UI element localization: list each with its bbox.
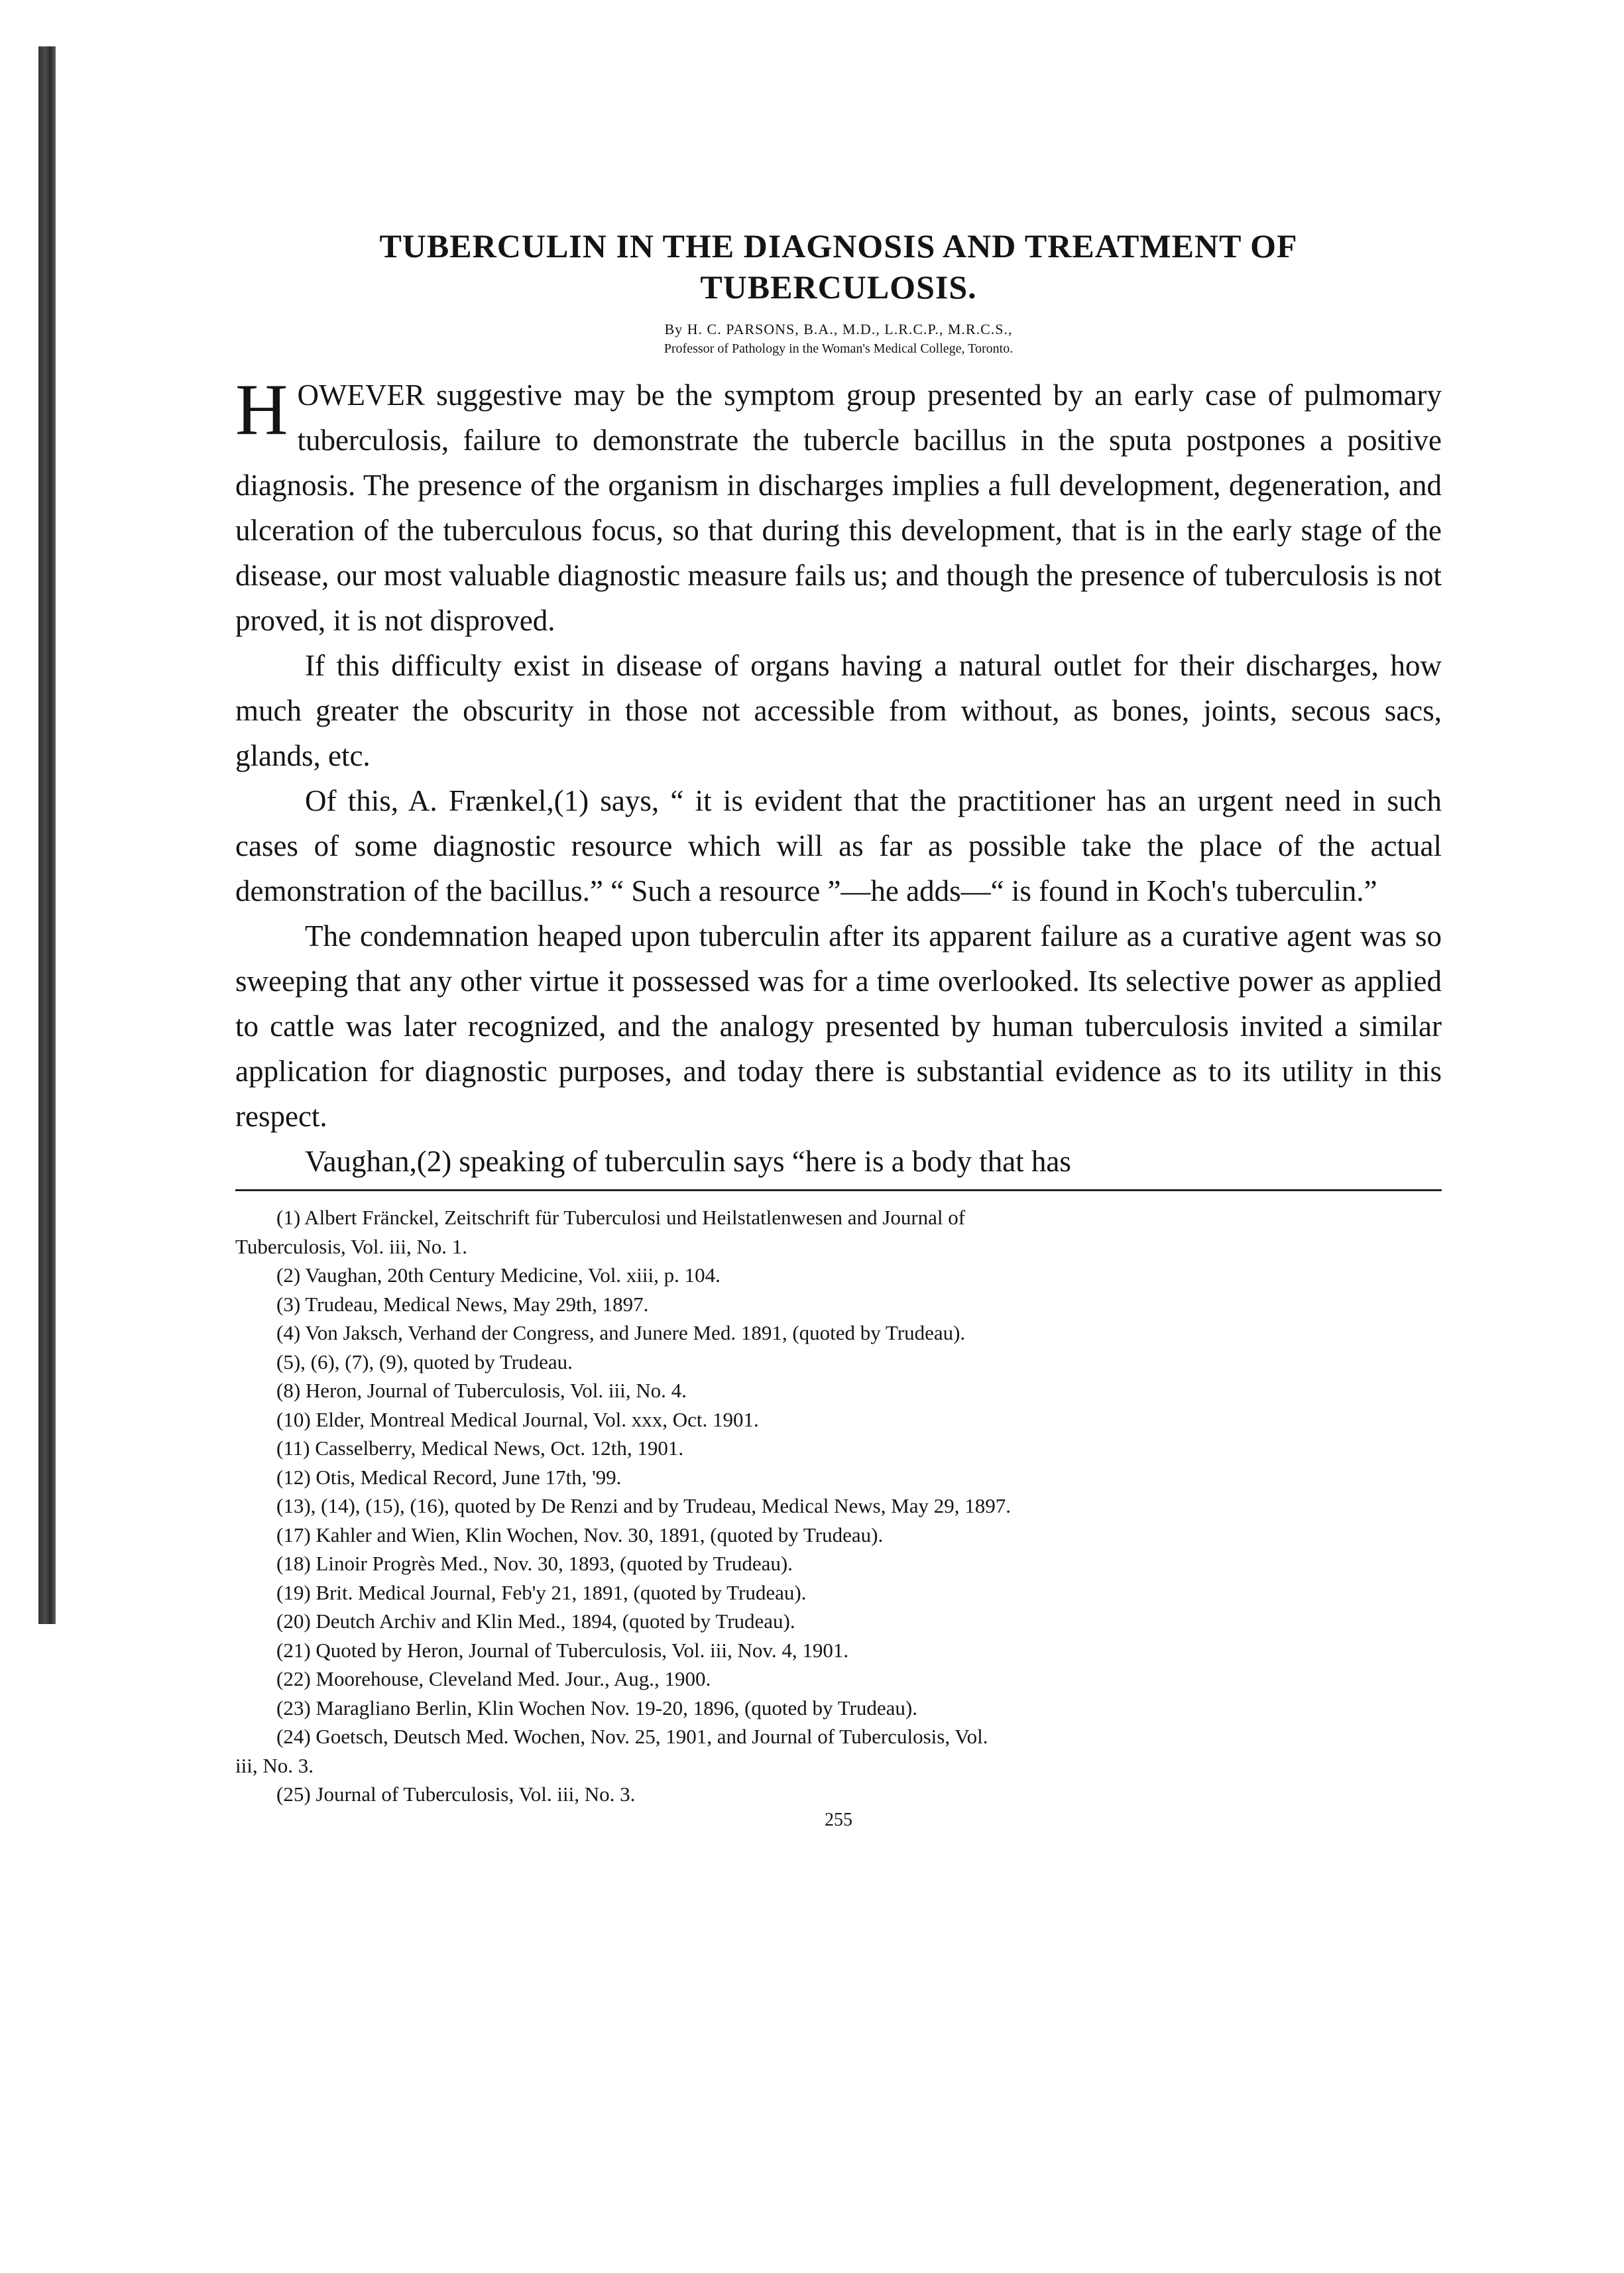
article-title: [235, 225, 1442, 308]
footnote-line: (25) Journal of Tuberculosis, Vol. iii, No. 3.: [276, 1782, 636, 1806]
footnote-line: (21) Quoted by Heron, Journal of Tuberculosis, Vol. iii, Nov. 4, 1901.: [276, 1638, 849, 1662]
drop-cap: H: [235, 369, 288, 450]
footnote-line: (10) Elder, Montreal Medical Journal, Vol. xxx, Oct. 1901.: [276, 1407, 759, 1431]
footnote-line: (5), (6), (7), (9), quoted by Trudeau.: [276, 1350, 573, 1373]
footnote-line: (20) Deutch Archiv and Klin Med., 1894, (quoted by Trudeau).: [276, 1609, 795, 1633]
footnote-line: (17) Kahler and Wien, Klin Wochen, Nov. 30, 1891, (quoted by Trudeau).: [276, 1523, 884, 1546]
footnote-line: (24) Goetsch, Deutsch Med. Wochen, Nov. 25, 1901, and Journal of Tuberculosis, Vol.: [276, 1725, 988, 1748]
title-line-1: TUBERCULIN IN THE DIAGNOSIS AND TREATMENT OF: [379, 227, 1298, 264]
binding-edge: [38, 46, 56, 1624]
page-content: [235, 225, 1442, 1830]
footnotes: [235, 1203, 1442, 1809]
footnote-line: iii, No. 3.: [235, 1753, 314, 1777]
footnote-line: (18) Linoir Progrès Med., Nov. 30, 1893, (quoted by Trudeau).: [276, 1552, 793, 1575]
article-body: [235, 369, 1442, 1184]
title-line-2: TUBERCULOSIS.: [700, 268, 977, 306]
footnote-line: (23) Maragliano Berlin, Klin Wochen Nov. 19-20, 1896, (quoted by Trudeau).: [276, 1696, 917, 1719]
author-affiliation: Professor of Pathology in the Woman's Medical College, Toronto.: [664, 341, 1014, 356]
footnote-rule: [235, 1189, 1442, 1191]
paragraph-5: Vaughan,(2) speaking of tuberculin says “here is a body that has: [305, 1145, 1071, 1178]
footnote-line: (3) Trudeau, Medical News, May 29th, 1897.: [276, 1292, 649, 1316]
footnote-line: (12) Otis, Medical Record, June 17th, '99.: [276, 1465, 622, 1489]
author-byline: By H. C. PARSONS, B.A., M.D., L.R.C.P., M.R.C.S.,: [664, 321, 1013, 337]
footnote-line: (2) Vaughan, 20th Century Medicine, Vol. xiii, p. 104.: [276, 1263, 721, 1287]
footnote-line: (11) Casselberry, Medical News, Oct. 12th, 1901.: [276, 1436, 684, 1460]
footnote-line: (8) Heron, Journal of Tuberculosis, Vol. iii, No. 4.: [276, 1379, 687, 1402]
footnote-line: (19) Brit. Medical Journal, Feb'y 21, 1891, (quoted by Trudeau).: [276, 1580, 807, 1604]
page-number: 255: [825, 1809, 852, 1830]
paragraph-4: The condemnation heaped upon tuberculin after its apparent failure as a curative agent was so sweeping that any other virtue it possessed was for a time overlooked. Its selective power as applied to cattle was later recognized, and the analogy presented by human tuberculosis invited a similar application for diagnostic purposes, and today there is substantial evidence as to its utility in this respect.: [235, 919, 1442, 1133]
footnote-line: (13), (14), (15), (16), quoted by De Renzi and by Trudeau, Medical News, May 29, 1897.: [276, 1494, 1012, 1517]
footnote-line: (22) Moorehouse, Cleveland Med. Jour., Aug., 1900.: [276, 1667, 711, 1690]
footnote-line: (4) Von Jaksch, Verhand der Congress, and Junere Med. 1891, (quoted by Trudeau).: [276, 1321, 966, 1344]
footnote-line: Tuberculosis, Vol. iii, No. 1.: [235, 1234, 467, 1258]
paragraph-1: [235, 369, 1442, 643]
paragraph-3: Of this, A. Frænkel,(1) says, “ it is evident that the practitioner has an urgent need in such cases of some diagnostic resource which will as far as possible take the place of the actual demonstration of the bacillus.” “ Such a resource ”—he adds—“ is found in Koch's tuberculin.”: [235, 784, 1442, 907]
paragraph-1-text: OWEVER suggestive may be the symptom group presented by an early case of pulmomary tuberculosis, failure to demonstrate the tubercle bacillus in the sputa postpones a positive diagnosis. The presence of the organism in discharges implies a full development, degeneration, and ulceration of the tuberculous focus, so that during this development, that is in the early stage of the disease, our most valuable diagnostic measure fails us; and though the presence of tuberculosis is not proved, it is not disproved.: [235, 379, 1442, 637]
paragraph-2: If this difficulty exist in disease of organs having a natural outlet for their discharges, how much greater the obscurity in those not accessible from without, as bones, joints, secous sacs, glands, etc.: [235, 649, 1442, 772]
footnote-line: (1) Albert Fränckel, Zeitschrift für Tuberculosi und Heilstatlenwesen and Journal of: [276, 1206, 966, 1229]
